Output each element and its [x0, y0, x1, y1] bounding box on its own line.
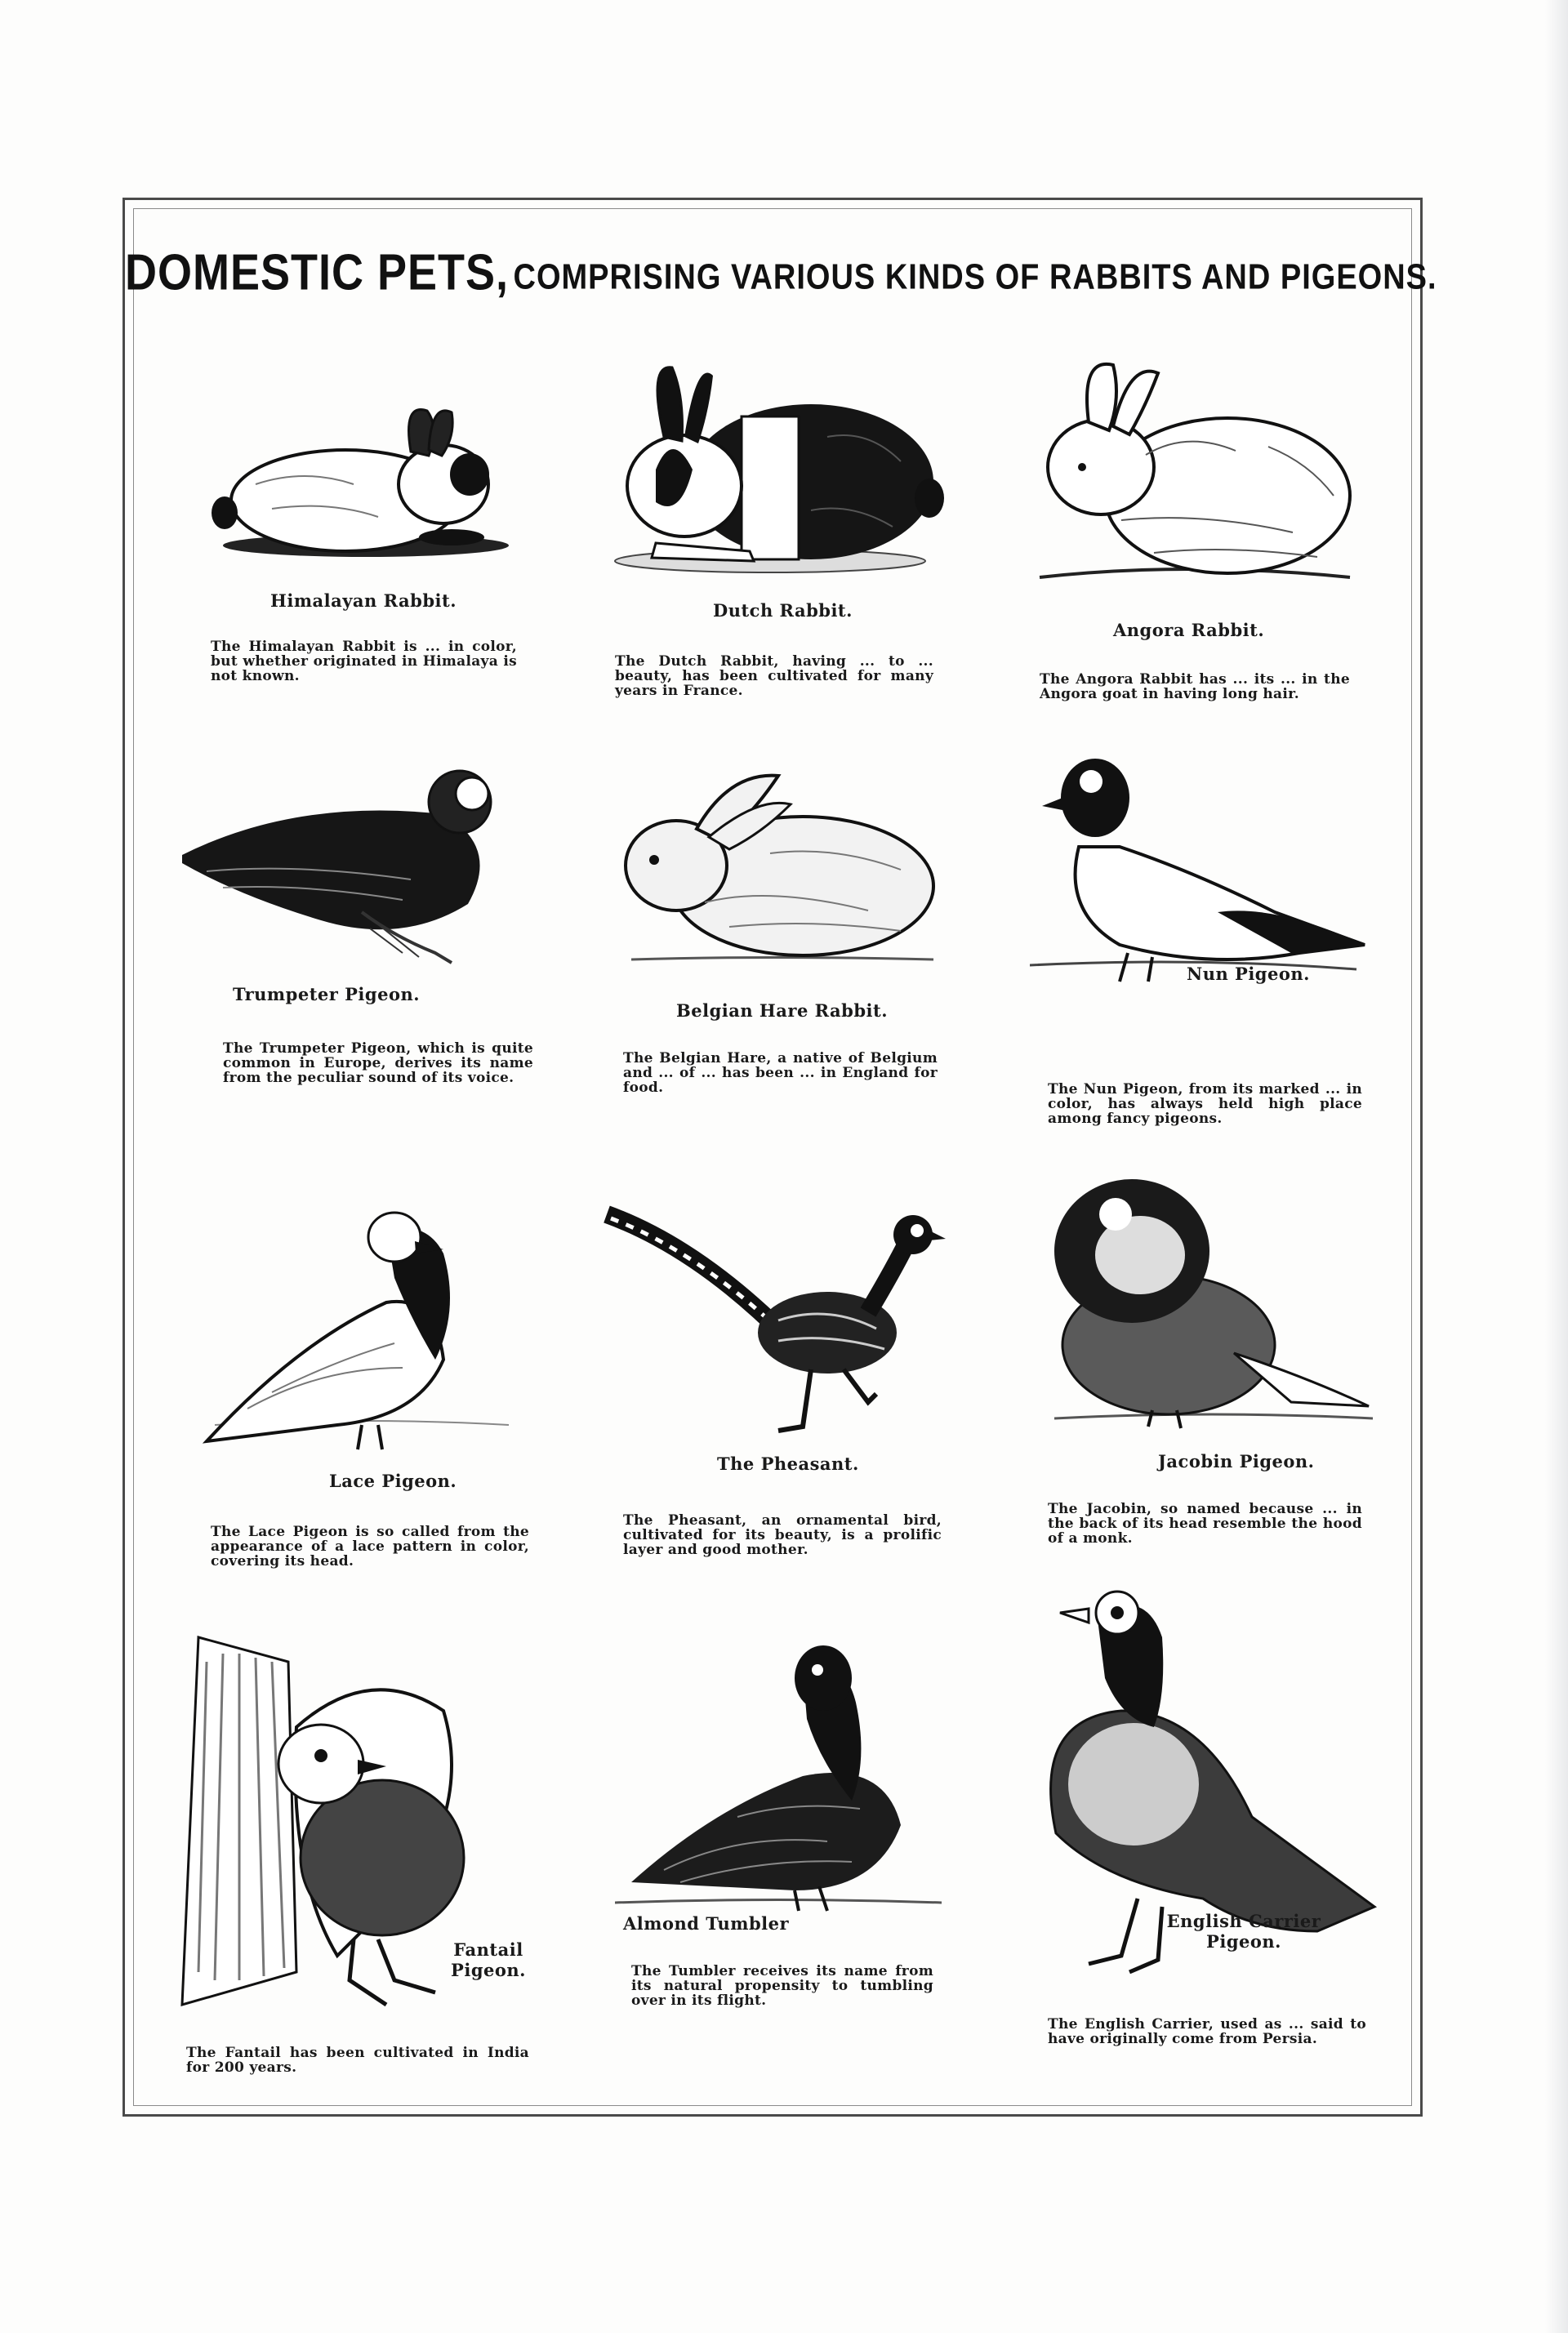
jacobin-pigeon-illustration	[1046, 1173, 1373, 1443]
almond-tumbler-illustration	[615, 1637, 958, 1923]
plate-label: Jacobin Pigeon.	[1158, 1451, 1315, 1471]
plate-description: The English Carrier, used as ... said to have originally come from Persia.	[1048, 2016, 1366, 2047]
title-main: DOMESTIC PETS,	[125, 244, 510, 301]
plate-label: Dutch Rabbit.	[713, 600, 853, 621]
page-edge-shadow	[1545, 0, 1568, 2333]
plate-label: Trumpeter Pigeon.	[233, 984, 421, 1004]
plate-description: The Jacobin, so named because ... in the back of its head resemble the hood of a monk.	[1048, 1501, 1362, 1547]
himalayan-rabbit-illustration	[207, 378, 517, 574]
plate-label: Nun Pigeon.	[1187, 964, 1310, 984]
plate-description: The Belgian Hare, a native of Belgium and ... of ... has been ... in England for food.	[623, 1050, 938, 1096]
plate-label: Lace Pigeon.	[329, 1471, 457, 1491]
trumpeter-pigeon-illustration	[174, 749, 517, 969]
page-title	[125, 244, 1437, 301]
plate-label: Belgian Hare Rabbit.	[676, 1000, 889, 1021]
plate-description: The Angora Rabbit has ... its ... in the Angora goat in having long hair.	[1040, 671, 1350, 702]
plate-description: The Lace Pigeon is so called from the appearance of a lace pattern in color, covering its head.	[211, 1524, 529, 1569]
plate-description: The Trumpeter Pigeon, which is quite common in Europe, derives its name from the peculiar sound of its voice.	[223, 1040, 533, 1086]
plate-label: Angora Rabbit.	[1113, 620, 1265, 640]
plate-description: The Nun Pigeon, from its marked ... in color, has always held high place among fancy pigeons.	[1048, 1081, 1362, 1127]
plate-label: The Pheasant.	[717, 1454, 859, 1474]
plate-label: English Carrier Pigeon.	[1166, 1911, 1321, 1952]
plate-description: The Himalayan Rabbit is ... in color, but whether originated in Himalaya is not known.	[211, 639, 517, 684]
plate-frame	[122, 198, 1437, 2117]
plate-description: The Tumbler receives its name from its natural propensity to tumbling over in its flight.	[631, 1963, 933, 2009]
plate-description: The Fantail has been cultivated in India for 200 years.	[186, 2045, 529, 2076]
plate-description: The Dutch Rabbit, having ... to ... beauty, has been cultivated for many years in France.	[615, 653, 933, 699]
plate-description: The Pheasant, an ornamental bird, cultivated for its beauty, is a prolific layer and good mother.	[623, 1512, 942, 1558]
pheasant-illustration	[599, 1198, 958, 1443]
plate-label: Almond Tumbler	[623, 1913, 790, 1934]
angora-rabbit-illustration	[1023, 357, 1366, 594]
lace-pigeon-illustration	[198, 1204, 525, 1458]
dutch-rabbit-illustration	[607, 347, 950, 584]
belgian-hare-illustration	[607, 764, 950, 976]
nun-pigeon-illustration	[1030, 749, 1373, 994]
plate-label: Himalayan Rabbit.	[270, 590, 457, 611]
plate-label: Fantail Pigeon.	[451, 1939, 526, 1980]
title-subtitle: COMPRISING VARIOUS KINDS OF RABBITS AND PIGEONS.	[513, 257, 1437, 298]
